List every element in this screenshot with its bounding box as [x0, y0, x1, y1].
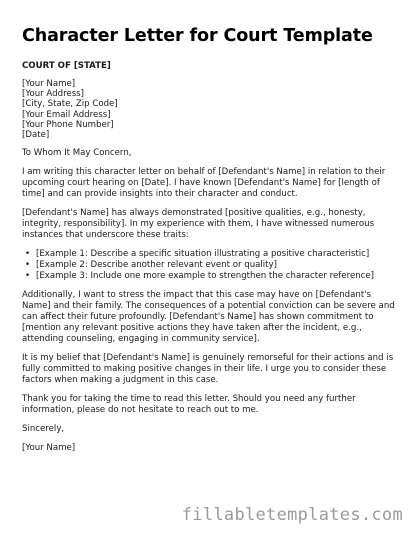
sender-name: [Your Name]	[22, 79, 76, 89]
list-item: • [Example 2: Describe another relevant event or quality]	[22, 260, 402, 271]
list-item: • [Example 3: Include one more example to strengthen the character reference]	[22, 271, 402, 282]
footer-watermark: fillabletemplates.com	[181, 505, 403, 525]
sender-date: [Date]	[22, 130, 50, 141]
sender-email: [Your Email Address]	[22, 109, 111, 120]
paragraph-impact: Additionally, I want to stress the impact that this case may have on [Defendant's Name] and their family. The consequences of a potential conviction can be severe and can affect their future profoundly. [Defendant's Name] has shown commitment to [mention any relevant positive actions they have taken after the incident, e.g., attending counseling, engaging in community service].	[22, 290, 395, 345]
paragraph-intro: I am writing this character letter on behalf of [Defendant's Name] in relation to their upcoming court hearing on [Date]. I have known [Defendant's Name] for [length of time] and can provide insights into their character and conduct.	[22, 167, 386, 200]
paragraph-qualities: [Defendant's Name] has always demonstrated [positive qualities, e.g., honesty, integrity, responsibility]. In my experience with them, I have witnessed numerous instances that underscore these traits:	[22, 208, 375, 241]
signature: [Your Name]	[22, 443, 76, 454]
sender-city-state-zip: [City, State, Zip Code]	[22, 99, 118, 110]
paragraph-thanks: Thank you for taking the time to read this letter. Should you need any further information, please do not hesitate to reach out to me.	[22, 394, 356, 416]
paragraph-belief: It is my belief that [Defendant's Name] is genuinely remorseful for their actions and is fully committed to making positive changes in their life. I urge you to consider these factors when making a judgment in this case.	[22, 353, 394, 386]
sender-block	[22, 79, 402, 140]
court-heading: COURT OF [STATE]	[22, 61, 111, 71]
examples-list	[22, 249, 402, 282]
letter-page	[22, 26, 402, 454]
page-title: Character Letter for Court Template	[22, 26, 373, 46]
sender-address: [Your Address]	[22, 89, 85, 100]
greeting: To Whom It May Concern,	[22, 148, 132, 159]
closing: Sincerely,	[22, 424, 65, 435]
sender-phone: [Your Phone Number]	[22, 119, 114, 130]
list-item: • [Example 1: Describe a specific situation illustrating a positive characteristic]	[22, 249, 402, 260]
